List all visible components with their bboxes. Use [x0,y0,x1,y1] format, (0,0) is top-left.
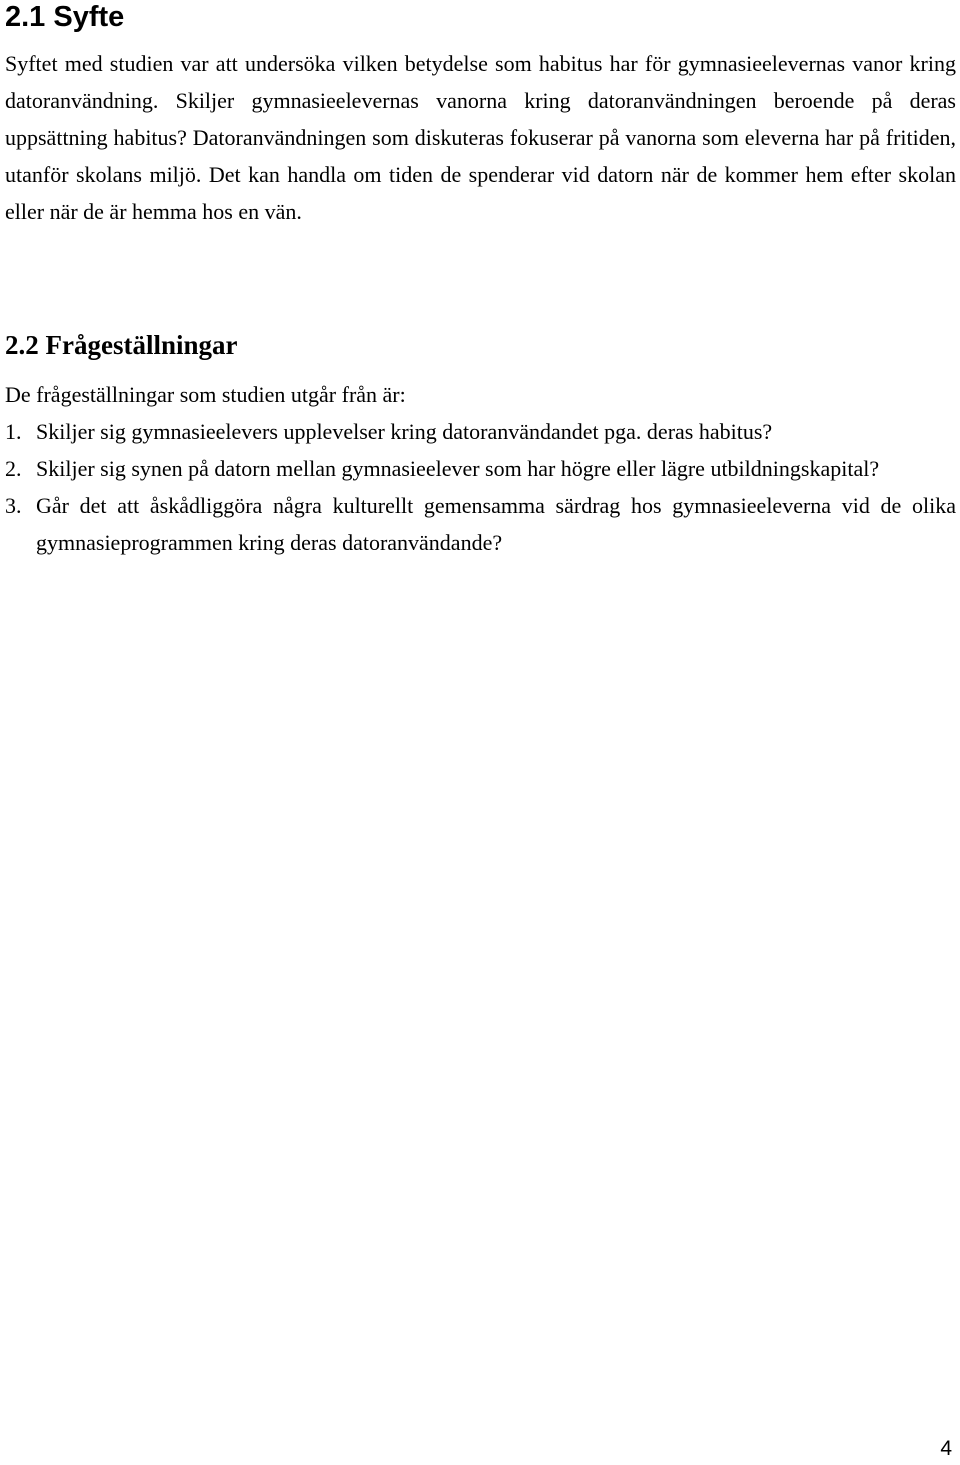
question-number: 3. [5,493,22,518]
question-item-1 [5,413,956,450]
questions-list [5,413,956,561]
section-heading-syfte: 2.1 Syfte [5,1,125,33]
question-text: Skiljer sig gymnasieelevers upplevelser kring datoranvändandet pga. deras habitus? [36,419,773,444]
syfte-paragraph: Syftet med studien var att undersöka vilken betydelse som habitus har för gymnasieelevernas vanor kring datoranvändning. Skiljer gymnasieelevernas vanorna kring datoranvändningen beroende på deras uppsättning habitus? Datoranvändningen som diskuteras fokuserar på vanorna som eleverna har på fritiden, utanför skolans miljö. Det kan handla om tiden de spenderar vid datorn när de kommer hem efter skolan eller när de är hemma hos en vän. [5,51,956,224]
question-number: 1. [5,419,22,444]
section-heading-fragestallningar: 2.2 Frågeställningar [5,330,238,360]
question-text: Går det att åskådliggöra några kulturellt gemensamma särdrag hos gymnasieeleverna vid de olika gymnasieprogrammen kring deras datoranvändande? [36,493,956,555]
question-number: 2. [5,456,22,481]
question-item-3 [5,487,956,561]
page-number: 4 [940,1437,952,1460]
question-text: Skiljer sig synen på datorn mellan gymnasieelever som har högre eller lägre utbildningskapital? [36,456,880,481]
questions-intro: De frågeställningar som studien utgår från är: [5,382,406,407]
question-item-2 [5,450,956,487]
